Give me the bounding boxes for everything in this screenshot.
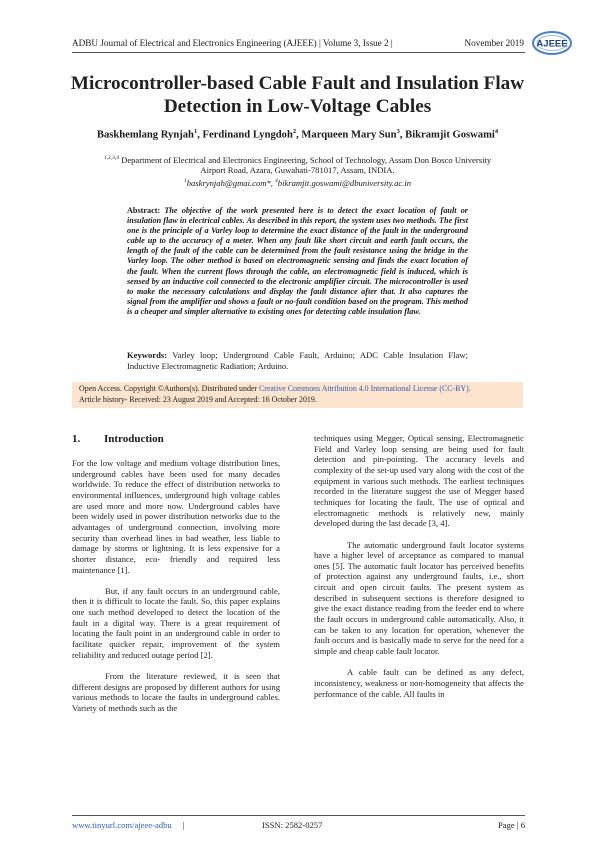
author-name: Bikramjit Goswami <box>405 129 495 141</box>
running-header <box>72 31 524 51</box>
right-column <box>314 433 524 699</box>
affiliation-line2: Airport Road, Azara, Guwahati-781017, Assam, INDIA. <box>200 165 395 176</box>
section-heading <box>72 433 164 445</box>
author-name: Marqueen Mary Sun <box>301 129 397 141</box>
license-link[interactable]: Creative Commons Attribution 4.0 International License (CC-BY). <box>259 384 471 393</box>
page-number: Page | 6 <box>497 820 525 830</box>
page-footer <box>72 820 525 832</box>
author-sup: 2 <box>292 128 297 135</box>
author-emails: $^1$baskrynjah@gmai.com*, $^4$bikramjit.goswami@dbuniversity.ac.in <box>183 177 412 188</box>
issn: ISSN: 2582-0257 <box>262 820 323 830</box>
keywords <box>127 350 468 371</box>
email-link[interactable]: baskrynjah@gmai.com*, <box>186 177 276 188</box>
author-list: Baskhemlang Rynjah$^1$, Ferdinand Lyngdoh$^2$, Marqueen Mary Sun$^3$, Bikramjit Goswami$^4$ <box>96 128 499 141</box>
open-access-box <box>72 382 523 408</box>
header-divider <box>72 52 525 53</box>
article-history: Article history- Received: 23 August 2019 and Accepted: 16 October 2019. <box>79 394 317 404</box>
affiliation-line1: Department of Electrical and Electronics Engineering, School of Technology, Assam Don Bosco University <box>118 154 492 165</box>
affiliation-sup: 1,2,3,4 <box>103 155 119 161</box>
keywords-text: Varley loop; Underground Cable Fault, Arduino; ADC Cable Insulation Flaw; Inductive Electromagnetic Radiation; Arduino. <box>127 350 468 371</box>
paragraph: The automatic underground fault locator systems have a higher level of acceptance as compared to manual ones [5]. The automatic fault locator has perceived benefits of protection against any underground faults, i.e., short circuit and open circuit faults. The present system as described in subsequent sections is therefore designed to give the exact distance reading from the feeder end to where the fault occurs in underground cable automatically. Also, it can be taken to any location for operation, whenever the fault occurs and is basically made to serve for the need for a simple and cheap cable fault locator. <box>314 539 524 657</box>
license-text: Open Access. Copyright ©Authors(s). Distributed under <box>79 384 260 393</box>
issue-date: November 2019 <box>464 38 524 48</box>
left-column <box>72 458 280 714</box>
author-name: Ferdinand Lyngdoh <box>202 129 293 141</box>
footer-url-link[interactable]: www.tinyurl.com/ajeee-adbu | <box>72 820 185 830</box>
paragraph: But, if any fault occurs in an underground cable, then it is difficult to locate the fault. So, this paper explains one such method developed to detect the location of the fault in a digital way. There is a great requirement of locating the fault point in an underground cable in order to facilitate quicker repair, improvement of the system reliability and reduced outage period [2]. <box>72 585 280 660</box>
paragraph: A cable fault can be defined as any defect, inconsistency, weakness or non-homogeneity that affects the performance of the cable. All faults in <box>314 667 524 699</box>
author-sup: 3 <box>396 128 400 135</box>
footer-divider <box>72 815 525 816</box>
abstract <box>127 206 468 317</box>
section-number: 1. <box>72 433 81 445</box>
paragraph: For the low voltage and medium voltage distribution lines, underground cables have been used for many decades worldwide. To reduce the effect of distribution networks to environmental influences, underground high voltage cables are used more and more now. Underground cables have been widely used in power distribution networks due to the advantages of underground connection, involving more security than overhead lines in bad weather, less liable to damage by storms or lightning. It is less expensive for a shorter distance, eco- friendly and required less maintenance [1]. <box>72 458 280 575</box>
paragraph: techniques using Megger, Optical sensing, Electromagnetic Field and Varley loop sensing are being used for fault detection and pin-pointing. The accuracy levels and complexity of the set-up used vary along with the cost of the equipment in various such methods. The earliest techniques recorded in the literature suggest the use of Megger based techniques for locating the fault. The use of optical and electromagnetic methods is relatively new, mainly developed during the last decade [3, 4]. <box>314 433 524 529</box>
author-sup: 1 <box>193 128 198 135</box>
email-link[interactable]: bikramjit.goswami@dbuniversity.ac.in <box>277 177 412 188</box>
author-name: Baskhemlang Rynjah <box>96 129 194 141</box>
paragraph: From the literature reviewed, it is seen that different designs are proposed by different authors for using various methods to locate the faults in underground cables. Variety of methods such as the <box>72 671 280 713</box>
footer-separator: | <box>182 820 185 830</box>
abstract-text: The objective of the work presented here is to detect the exact location of fault or insulation flaw in electrical cables. As described in this report, the system uses two methods. The first one is the principle of a Varley loop to determine the exact distance of the fault in the underground cable up to the accuracy of a meter. When any fault like short circuit and earth fault occurs, the length of the fault of the cable can be determined from the fault resistance using the bridge in the Varley loop. The other method is based on electromagnetic sensing and finds the exact location of the fault. When the current flows through the cable, an electromagnetic field is induced, which is sensed by an inductive coil connected to the electronic amplifier circuit. The microcontroller is used to make the necessary calculations and display the fault distance after that. It also captures the signal from the amplifier and shows a fault or no-fault condition based on the program. This method is a cheaper and simpler alternative to existing ones for detecting cable insulation flaw. <box>127 206 468 316</box>
affiliation <box>60 153 535 188</box>
logo-text: AJEEE <box>536 38 568 50</box>
author-sup: 4 <box>494 128 499 135</box>
section-title: Introduction <box>104 433 164 445</box>
paper-title: Microcontroller-based Cable Fault and Insulation Flaw Detection in Low-Voltage Cables <box>70 73 525 117</box>
keywords-label: Keywords: <box>127 350 168 360</box>
abstract-label: Abstract: <box>127 206 161 215</box>
journal-logo <box>531 29 573 57</box>
journal-name: ADBU Journal of Electrical and Electronics Engineering (AJEEE) | Volume 3, Issue 2 | <box>72 38 393 48</box>
